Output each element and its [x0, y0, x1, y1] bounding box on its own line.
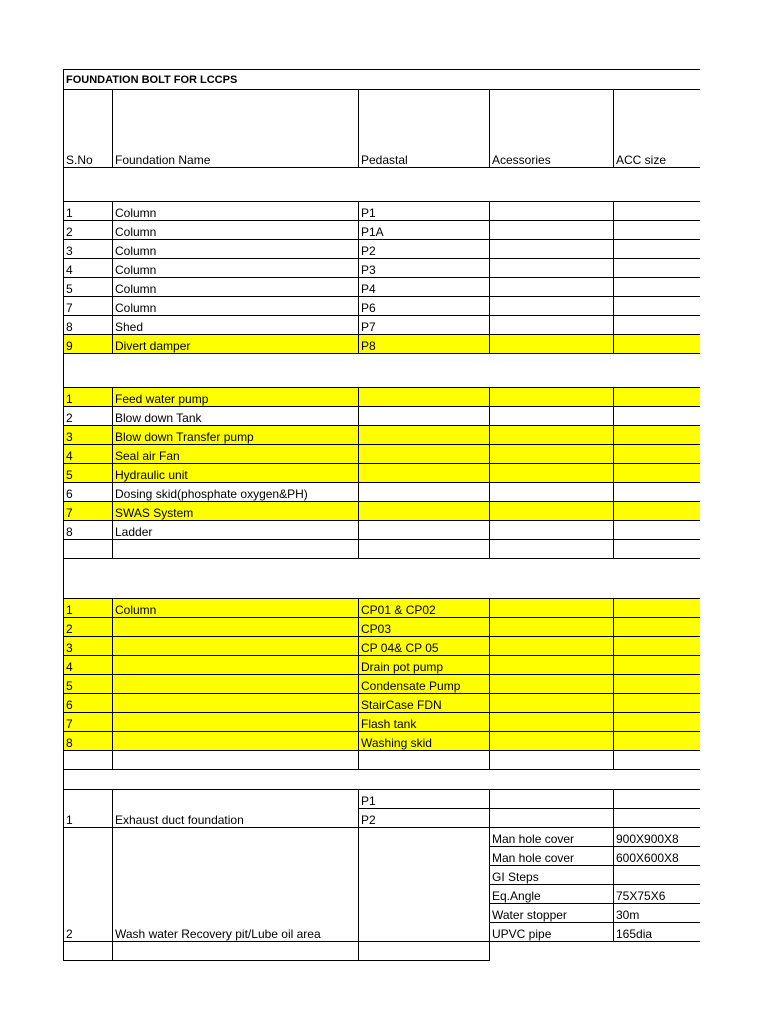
table-row	[64, 618, 724, 637]
cell-foundation-name: Ladder	[113, 521, 359, 540]
cell-accessories	[490, 388, 614, 407]
cell-pedastal	[359, 407, 490, 426]
cell-sno: 7	[64, 713, 113, 732]
cell-accessories: Water stopper	[490, 904, 614, 923]
cell-pedastal	[359, 942, 490, 961]
cell-pedastal: Flash tank	[359, 713, 490, 732]
table-row	[64, 751, 724, 770]
section-header-row	[64, 354, 724, 388]
cell-sno: 6	[64, 483, 113, 502]
table-row	[64, 540, 724, 559]
cell-pedastal	[359, 445, 490, 464]
cell-foundation-name	[113, 713, 359, 732]
cell-accessories	[490, 259, 614, 278]
cell-pedastal: P4	[359, 278, 490, 297]
cell-acc-size: 900X900X8	[614, 828, 724, 847]
cell-foundation-name	[113, 656, 359, 675]
table-row	[64, 790, 724, 809]
cell-pedastal	[359, 483, 490, 502]
cell-sno: 1	[64, 599, 113, 618]
cell-pedastal: CP 04& CP 05	[359, 637, 490, 656]
section-header-row	[64, 168, 724, 202]
table-row	[64, 335, 724, 354]
table-row	[64, 732, 724, 751]
cell-accessories: Man hole cover	[490, 828, 614, 847]
cell-foundation-name: Shed	[113, 316, 359, 335]
cell-pedastal	[359, 464, 490, 483]
cell-pedastal: P2	[359, 809, 490, 828]
header-sno: S.No	[64, 90, 113, 168]
cell-accessories	[490, 426, 614, 445]
cell-pedastal	[359, 388, 490, 407]
cell-sno: 3	[64, 637, 113, 656]
header-accessories: Acessories	[490, 90, 614, 168]
cell-pedastal	[359, 426, 490, 445]
cell-pedastal	[359, 751, 490, 770]
cell-foundation-name: Column	[113, 278, 359, 297]
cell-foundation-name	[113, 618, 359, 637]
cell-sno	[64, 751, 113, 770]
table-row	[64, 316, 724, 335]
cell-accessories	[490, 240, 614, 259]
cell-accessories	[490, 202, 614, 221]
cell-foundation-name	[113, 540, 359, 559]
cell-pedastal: P7	[359, 316, 490, 335]
cell-foundation-name: Exhaust duct foundation	[113, 790, 359, 828]
cell-sno: 4	[64, 445, 113, 464]
cell-accessories	[490, 521, 614, 540]
cell-foundation-name	[113, 675, 359, 694]
cell-sno: 7	[64, 297, 113, 316]
cell-foundation-name: Column	[113, 599, 359, 618]
section-label	[64, 770, 724, 790]
cell-foundation-name: Column	[113, 221, 359, 240]
cell-acc-size: 30m	[614, 904, 724, 923]
section-header-row	[64, 559, 724, 599]
cell-accessories	[490, 599, 614, 618]
cell-accessories	[490, 297, 614, 316]
cell-foundation-name	[113, 751, 359, 770]
header-row	[64, 90, 724, 168]
cell-pedastal: P6	[359, 297, 490, 316]
cell-accessories	[490, 464, 614, 483]
title-row	[64, 70, 724, 90]
table-row	[64, 675, 724, 694]
cell-pedastal: Condensate Pump	[359, 675, 490, 694]
table-row	[64, 694, 724, 713]
cell-accessories	[490, 278, 614, 297]
table-row	[64, 942, 724, 961]
table-row	[64, 426, 724, 445]
table-row	[64, 445, 724, 464]
cell-sno: 1	[64, 790, 113, 828]
cell-foundation-name	[113, 942, 359, 961]
cell-sno: 3	[64, 426, 113, 445]
cell-pedastal: StairCase FDN	[359, 694, 490, 713]
table-row	[64, 202, 724, 221]
cell-sno: 4	[64, 259, 113, 278]
cell-foundation-name: Column	[113, 202, 359, 221]
cell-sno: 8	[64, 732, 113, 751]
cell-accessories	[490, 335, 614, 354]
cell-accessories	[490, 221, 614, 240]
cell-sno: 7	[64, 502, 113, 521]
cell-pedastal: CP01 & CP02	[359, 599, 490, 618]
header-acc-size: ACC size	[614, 90, 724, 168]
cell-pedastal: P1	[359, 790, 490, 809]
cell-accessories: Man hole cover	[490, 847, 614, 866]
section-label	[64, 354, 724, 388]
cell-foundation-name: Column	[113, 259, 359, 278]
header-foundation-name: Foundation Name	[113, 90, 359, 168]
cell-sno: 2	[64, 828, 113, 942]
table-row	[64, 637, 724, 656]
cell-accessories	[490, 407, 614, 426]
cell-foundation-name: Column	[113, 297, 359, 316]
cell-accessories	[490, 540, 614, 559]
cell-foundation-name: Hydraulic unit	[113, 464, 359, 483]
cell-pedastal: P1	[359, 202, 490, 221]
cell-accessories	[490, 713, 614, 732]
cell-sno	[64, 942, 113, 961]
cell-accessories	[490, 483, 614, 502]
table-row	[64, 221, 724, 240]
section-label	[64, 168, 724, 202]
cell-sno: 5	[64, 278, 113, 297]
cell-accessories	[490, 316, 614, 335]
cell-foundation-name: Blow down Tank	[113, 407, 359, 426]
cell-sno: 6	[64, 694, 113, 713]
cell-foundation-name: Seal air Fan	[113, 445, 359, 464]
cell-sno: 2	[64, 221, 113, 240]
cell-sno: 1	[64, 202, 113, 221]
cell-accessories	[490, 675, 614, 694]
cell-foundation-name: Wash water Recovery pit/Lube oil area	[113, 828, 359, 942]
cell-accessories	[490, 751, 614, 770]
cell-pedastal	[359, 540, 490, 559]
cell-pedastal	[359, 828, 490, 942]
cell-acc-size: 600X600X8	[614, 847, 724, 866]
section-label	[64, 559, 724, 599]
cell-accessories	[490, 732, 614, 751]
table-row	[64, 483, 724, 502]
cell-accessories	[490, 502, 614, 521]
cell-pedastal	[359, 521, 490, 540]
cell-pedastal: P3	[359, 259, 490, 278]
cell-pedastal: Drain pot pump	[359, 656, 490, 675]
cell-sno: 9	[64, 335, 113, 354]
cell-sno: 5	[64, 675, 113, 694]
cell-accessories: GI Steps	[490, 866, 614, 885]
foundation-bolt-sheet	[63, 69, 724, 961]
cell-acc-size: 165dia	[614, 923, 724, 942]
table-row	[64, 828, 724, 847]
section-header-row	[64, 770, 724, 790]
cell-foundation-name	[113, 732, 359, 751]
cell-sno: 8	[64, 316, 113, 335]
cell-sno: 2	[64, 407, 113, 426]
cell-sno: 1	[64, 388, 113, 407]
viewport-clip	[700, 66, 768, 1024]
header-pedastal: Pedastal	[359, 90, 490, 168]
cell-accessories: UPVC pipe	[490, 923, 614, 942]
cell-sno	[64, 540, 113, 559]
table-row	[64, 656, 724, 675]
cell-accessories	[490, 618, 614, 637]
table-row	[64, 521, 724, 540]
cell-foundation-name: Blow down Transfer pump	[113, 426, 359, 445]
table-row	[64, 464, 724, 483]
table-row	[64, 240, 724, 259]
cell-pedastal: Washing skid	[359, 732, 490, 751]
cell-pedastal: P1A	[359, 221, 490, 240]
cell-accessories	[490, 637, 614, 656]
cell-accessories	[490, 445, 614, 464]
table-row	[64, 388, 724, 407]
table-row	[64, 297, 724, 316]
cell-foundation-name: Column	[113, 240, 359, 259]
cell-pedastal: P2	[359, 240, 490, 259]
cell-accessories	[490, 809, 614, 828]
cell-pedastal: P8	[359, 335, 490, 354]
table-row	[64, 502, 724, 521]
cell-foundation-name: Divert damper	[113, 335, 359, 354]
table-row	[64, 713, 724, 732]
table-row	[64, 407, 724, 426]
cell-sno: 8	[64, 521, 113, 540]
cell-foundation-name	[113, 694, 359, 713]
table-row	[64, 259, 724, 278]
cell-foundation-name	[113, 637, 359, 656]
cell-foundation-name: Feed water pump	[113, 388, 359, 407]
cell-foundation-name: Dosing skid(phosphate oxygen&PH)	[113, 483, 359, 502]
cell-acc-size: 75X75X6	[614, 885, 724, 904]
table-row	[64, 278, 724, 297]
cell-accessories	[490, 694, 614, 713]
table-row	[64, 599, 724, 618]
cell-sno: 2	[64, 618, 113, 637]
sheet-title: FOUNDATION BOLT FOR LCCPS	[64, 70, 724, 90]
cell-accessories	[490, 790, 614, 809]
cell-foundation-name: SWAS System	[113, 502, 359, 521]
cell-accessories	[490, 656, 614, 675]
cell-pedastal: CP03	[359, 618, 490, 637]
cell-accessories: Eq.Angle	[490, 885, 614, 904]
cell-sno: 5	[64, 464, 113, 483]
cell-pedastal	[359, 502, 490, 521]
cell-sno: 3	[64, 240, 113, 259]
cell-sno: 4	[64, 656, 113, 675]
